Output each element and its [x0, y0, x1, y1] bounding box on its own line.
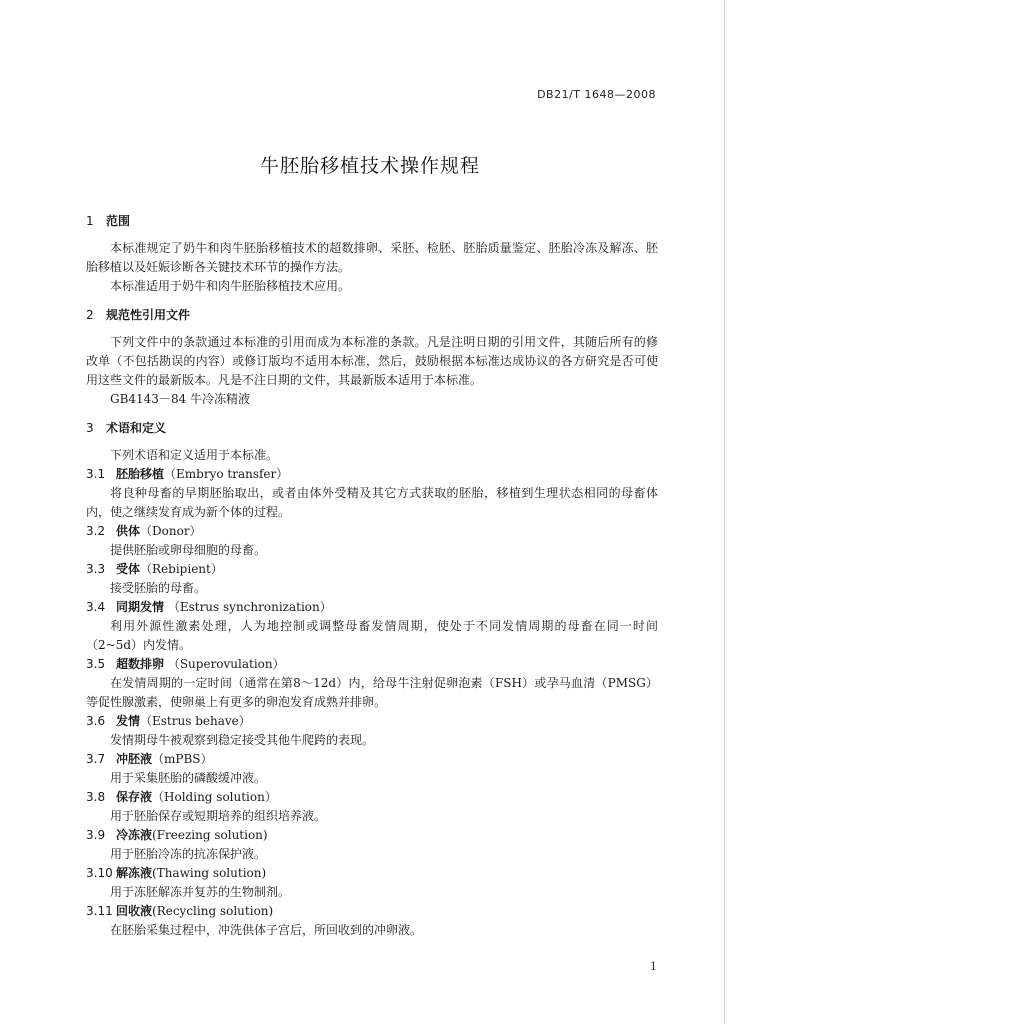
term-heading — [86, 465, 658, 484]
term-name: 保存液 — [116, 790, 153, 804]
term-number: 3.1 — [86, 467, 106, 481]
term-english: （Estrus behave） — [140, 714, 251, 728]
term-english: （Donor） — [140, 524, 202, 538]
term-name: 冲胚液 — [116, 752, 153, 766]
term-number: 3.4 — [86, 600, 106, 614]
term-name: 冷冻液 — [116, 828, 153, 842]
term-heading — [86, 788, 658, 807]
term-number: 3.2 — [86, 524, 106, 538]
term-name: 解冻液 — [116, 866, 153, 880]
document-body — [86, 212, 658, 940]
document-title: 牛胚胎移植技术操作规程 — [259, 155, 480, 177]
section-number: 2 — [86, 308, 94, 322]
term-english: (Thawing solution) — [152, 866, 267, 880]
section-number: 1 — [86, 214, 94, 228]
section-number: 3 — [86, 421, 94, 435]
term-definition: 用于胚胎保存或短期培养的组织培养液。 — [110, 809, 327, 823]
term-english: （Estrus synchronization） — [164, 600, 332, 614]
term-heading — [86, 712, 658, 731]
term-definition: 接受胚胎的母畜。 — [110, 581, 207, 595]
term-number: 3.6 — [86, 714, 106, 728]
term-heading — [86, 826, 658, 845]
term-english: （Rebipient） — [140, 562, 223, 576]
page-number: 1 — [650, 960, 657, 973]
term-english: （Superovulation） — [164, 657, 285, 671]
term-english: (Recycling solution) — [152, 904, 274, 918]
paragraph: 下列术语和定义适用于本标准。 — [110, 448, 279, 462]
term-number: 3.10 — [86, 866, 113, 880]
term-name: 回收液 — [116, 904, 153, 918]
term-number: 3.3 — [86, 562, 106, 576]
term-heading — [86, 655, 658, 674]
term-heading — [86, 560, 658, 579]
term-definition: 用于采集胚胎的磷酸缓冲液。 — [110, 771, 267, 785]
term-definition: 用于胚胎冷冻的抗冻保护液。 — [110, 847, 267, 861]
standard-code: DB21/T 1648—2008 — [537, 88, 656, 101]
term-english: （mPBS） — [152, 752, 213, 766]
section-heading — [86, 212, 658, 231]
term-heading — [86, 598, 658, 617]
section-heading — [86, 419, 658, 438]
term-definition: 用于冻胚解冻并复苏的生物制剂。 — [110, 885, 291, 899]
term-definition: 提供胚胎或卵母细胞的母畜。 — [110, 543, 267, 557]
term-definition: 将良种母畜的早期胚胎取出，或者由体外受精及其它方式获取的胚胎，移植到生理状态相同的母畜体内，使之继续发育成为新个体的过程。 — [86, 486, 658, 519]
term-definition: 在发情周期的一定时间（通常在第8～12d）内，给母牛注射促卵泡素（FSH）或孕马血清（PMSG）等促性腺激素，使卵巢上有更多的卵泡发育成熟并排卵。 — [86, 676, 658, 709]
section-title: 规范性引用文件 — [106, 308, 191, 322]
term-name: 胚胎移植 — [116, 467, 165, 481]
viewer-background — [725, 0, 1024, 1024]
term-english: (Freezing solution) — [152, 828, 268, 842]
paragraph: 下列文件中的条款通过本标准的引用而成为本标准的条款。凡是注明日期的引用文件，其随后所有的修改单（不包括勘误的内容）或修订版均不适用本标准，然后，鼓励根据本标准达成协议的各方研究是否可使用这些文件的最新版本。凡是不注日期的文件，其最新版本适用于本标准。 — [86, 335, 658, 387]
term-heading — [86, 902, 658, 921]
section-title: 范围 — [106, 214, 131, 228]
paragraph: 本标准规定了奶牛和肉牛胚胎移植技术的超数排卵、采胚、检胚、胚胎质量鉴定、胚胎冷冻及解冻、胚胎移植以及妊娠诊断各关键技术环节的操作方法。 — [86, 241, 658, 274]
term-heading — [86, 522, 658, 541]
term-heading — [86, 864, 658, 883]
term-definition: 在胚胎采集过程中，冲洗供体子宫后，所回收到的冲卵液。 — [110, 923, 423, 937]
section-heading — [86, 306, 658, 325]
section-title: 术语和定义 — [106, 421, 167, 435]
reference-item: GB4143－84 牛冷冻精液 — [110, 392, 251, 406]
term-english: （Holding solution） — [152, 790, 277, 804]
term-definition: 利用外源性激素处理，人为地控制或调整母畜发情周期，使处于不同发情周期的母畜在同一时间（2~5d）内发情。 — [86, 619, 658, 652]
term-definition: 发情期母牛被观察到稳定接受其他牛爬跨的表现。 — [110, 733, 375, 747]
term-number: 3.9 — [86, 828, 106, 842]
term-name: 发情 — [116, 714, 141, 728]
term-name: 同期发情 — [116, 600, 165, 614]
term-name: 受体 — [116, 562, 141, 576]
term-name: 超数排卵 — [116, 657, 165, 671]
term-number: 3.7 — [86, 752, 106, 766]
term-number: 3.11 — [86, 904, 113, 918]
term-heading — [86, 750, 658, 769]
term-number: 3.5 — [86, 657, 106, 671]
paragraph: 本标准适用于奶牛和肉牛胚胎移植技术应用。 — [110, 279, 351, 293]
term-name: 供体 — [116, 524, 141, 538]
term-english: （Embryo transfer） — [164, 467, 289, 481]
term-number: 3.8 — [86, 790, 106, 804]
